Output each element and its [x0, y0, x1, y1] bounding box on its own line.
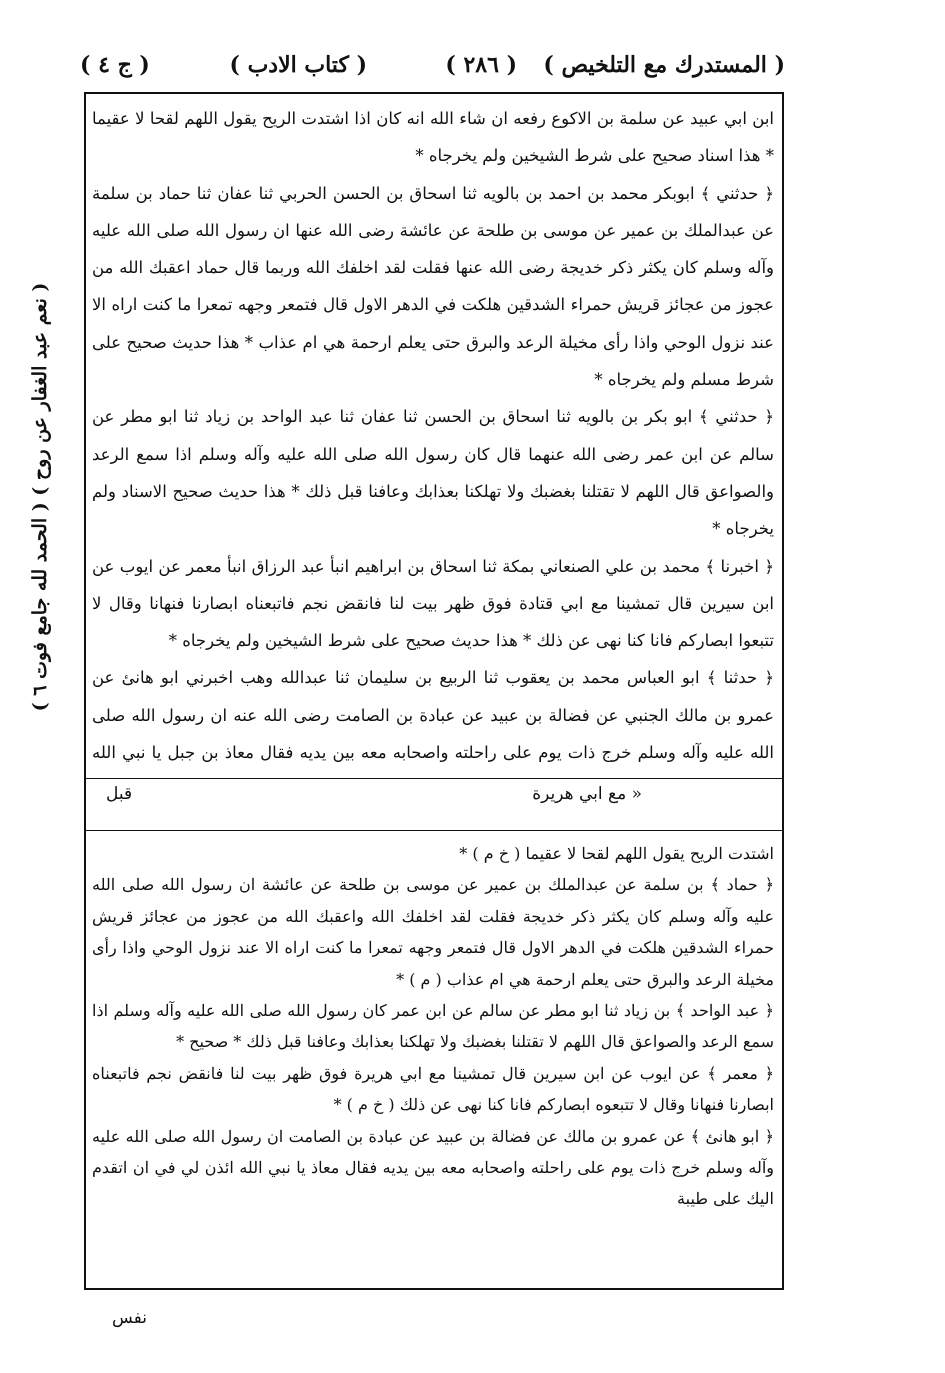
- catchword: نفس: [112, 1308, 148, 1328]
- margin-note-text: ( نعم عبد الغفار عن روح ) ( الحمد لله جامع فوت ٦ ): [29, 282, 51, 712]
- main-paragraph-1: ابن ابي عبيد عن سلمة بن الاكوع رفعه ان شاء الله انه كان اذا اشتدت الريح يقول اللهم لقحا لا عقيما * هذا اسناد صحيح على شرط الشيخين ولم يخرجاه *: [92, 109, 774, 166]
- divider-bottom: [86, 830, 782, 831]
- page-frame: [84, 92, 784, 1290]
- summary-paragraph-5: ﴿ ابو هانئ ﴾ عن عمرو بن مالك عن فضالة بن عبيد عن عبادة بن الصامت ان رسول الله صلى الله عليه وآله وسلم خرج ذات يوم على راحلته واصحابه معه بين يديه فقال معاذ يا نبي الله ائذن لي في ان اتقدم اليك على طيبة: [92, 1126, 774, 1209]
- summary-paragraph-4: ﴿ معمر ﴾ عن ايوب عن ابن سيرين قال تمشينا مع ابي هريرة فوق ظهر بيت لنا فانقض نجم فاتبعناه ابصارنا فنهانا وقال لا تتبعوه ابصاركم فانا كنا نهى عن ذلك ( خ م ) *: [92, 1063, 774, 1115]
- margin-note: [12, 228, 68, 766]
- page-header: [80, 52, 785, 88]
- note-left: قبل: [106, 784, 133, 804]
- divider-top: [86, 778, 782, 779]
- section-title: ( كتاب الادب ): [229, 52, 367, 78]
- volume-label: ( ج ٤ ): [80, 52, 150, 78]
- main-paragraph-3: ﴿ حدثني ﴾ ابو بكر بن بالويه ثنا اسحاق بن الحسن ثنا عفان ثنا عبد الواحد بن زياد ثنا ابو مطر عن سالم عن ابن عمر رضى الله عنهما قال كان رسول الله صلى الله عليه وآله وسلم اذا سمع الرعد والصواعق قال اللهم لا تقتلنا بغضبك ولا تهلكنا بعذابك وعافنا قبل ذلك * هذا حديث صحيح الاسناد ولم يخرجاه *: [92, 407, 774, 539]
- page-number: ( ٢٨٦ ): [445, 52, 517, 78]
- summary-text: [92, 838, 774, 1284]
- summary-paragraph-1: اشتدت الريح يقول اللهم لقحا لا عقيما ( خ م ) *: [459, 844, 774, 863]
- main-text: [92, 100, 774, 776]
- note-row: [106, 784, 752, 814]
- summary-paragraph-3: ﴿ عبد الواحد ﴾ بن زياد ثنا ابو مطر عن سالم عن ابن عمر كان رسول الله صلى الله عليه وآله وسلم اذا سمع الرعد والصواعق قال اللهم لا تقتلنا بغضبك ولا تهلكنا بعذابك وعافنا قبل ذلك * صحيح *: [92, 1001, 774, 1052]
- note-right: « مع ابي هريرة: [532, 784, 642, 804]
- main-paragraph-4: ﴿ اخبرنا ﴾ محمد بن علي الصنعاني بمكة ثنا اسحاق بن ابراهيم انبأ عبد الرزاق انبأ معمر عن ايوب عن ابن سيرين قال تمشينا مع ابي قتادة فوق ظهر بيت لنا فانقض نجم فاتبعناه ابصارنا فنهانا وقال لا تتبعوا ابصاركم فانا كنا نهى عن ذلك * هذا حديث صحيح على شرط الشيخين ولم يخرجاه *: [92, 556, 774, 651]
- main-paragraph-2: ﴿ حدثني ﴾ ابوبكر محمد بن احمد بن بالويه ثنا اسحاق بن الحسن الحربي ثنا عفان ثنا حماد بن سلمة عن عبدالملك بن عمير عن موسى بن طلحة عن عائشة رضى الله عنها ان رسول الله صلى الله عليه وآله وسلم كان يكثر ذكر خديجة رضى الله عنها فقلت لقد اخلفك الله وربما قال حماد اعقبك الله من عجوز من عجائز قريش حمراء الشدقين هلكت في الدهر الاول قال فتمعر وجهه تمعرا ما كنت اراه الا عند نزول الوحي واذا رأى مخيلة الرعد والبرق حتى يعلم ارحمة هي ام عذاب * هذا حديث صحيح على شرط مسلم ولم يخرجاه *: [92, 183, 774, 390]
- book-title: ( المستدرك مع التلخيص ): [543, 52, 785, 78]
- main-paragraph-5: ﴿ حدثنا ﴾ ابو العباس محمد بن يعقوب ثنا الربيع بن سليمان ثنا عبدالله وهب اخبرني ابو هانئ عن عمرو بن مالك الجنبي عن فضالة بن عبيد عن عبادة بن الصامت رضى الله عنه ان رسول الله صلى الله عليه وآله وسلم خرج ذات يوم على راحلته واصحابه معه بين يديه فقال معاذ بن جبل يا نبي الله: [92, 668, 774, 763]
- summary-paragraph-2: ﴿ حماد ﴾ بن سلمة عن عبدالملك بن عمير عن موسى بن طلحة عن عائشة ان رسول الله صلى الله عليه وآله وسلم كان يكثر ذكر خديجة فقلت لقد اخلفك الله واعقبك الله من عجوز من عجائز قريش حمراء الشدقين هلكت في الدهر الاول قال فتمعر وجهه تمعرا ما كنت اراه الا عند نزول الوحي واذا رأى مخيلة الرعد والبرق حتى يعلم ارحمة هي ام عذاب ( م ) *: [92, 875, 774, 989]
